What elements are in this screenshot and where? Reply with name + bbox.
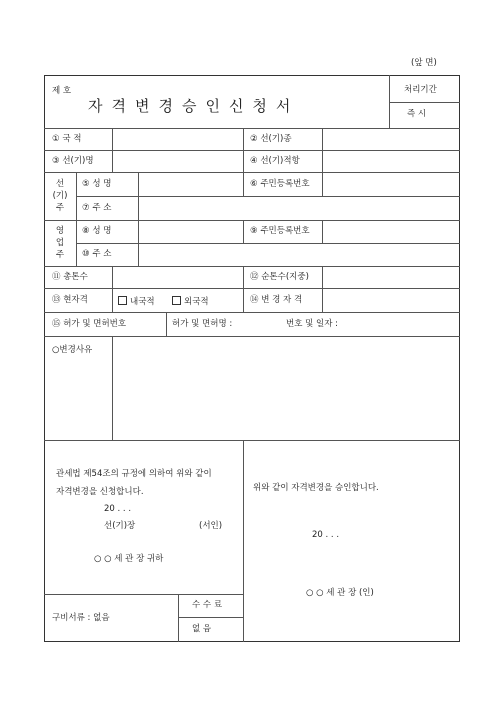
operator-name-label: ⑧ 성 명 <box>82 226 112 236</box>
vessel-type-label: ② 선(기)종 <box>250 134 292 144</box>
net-tonnage-label: ⑫ 순톤수(지중) <box>250 272 309 282</box>
owner-regno-label: ⑥ 주민등록번호 <box>250 179 310 189</box>
application-text-line2: 자격변경을 신청합니다. <box>56 487 144 497</box>
applicant-signer: 선(기)장 <box>104 521 136 531</box>
approval-text: 위와 같이 자격변경을 승인합니다. <box>253 483 379 493</box>
vessel-name-label: ③ 선(기)명 <box>52 156 94 166</box>
required-documents: 구비서류 : 없음 <box>52 613 110 623</box>
application-addressee: ○ ○ 세 관 장 귀하 <box>94 554 164 564</box>
option-domestic[interactable]: 내국적 <box>118 296 155 307</box>
change-reason-label: ○변경사유 <box>52 345 93 355</box>
license-number-label: ⑮ 허가 및 면허번호 <box>52 319 127 329</box>
current-status-label: ⑬ 현자격 <box>52 295 88 305</box>
fee-value: 없 음 <box>192 624 212 634</box>
operator-regno-label: ⑨ 주민등록번호 <box>250 226 310 236</box>
port-of-registry-label: ④ 선(기)적항 <box>250 156 300 166</box>
nationality-label: ① 국 적 <box>52 134 82 144</box>
owner-name-label: ⑤ 성 명 <box>82 179 112 189</box>
owner-group-label: 선 (기) 주 <box>52 179 68 213</box>
approval-date: 20 . . . <box>312 530 340 540</box>
owner-address-label: ⑦ 주 소 <box>82 203 112 213</box>
processing-period-label: 처리기간 <box>404 85 437 95</box>
gross-tonnage-label: ⑪ 총톤수 <box>52 272 88 282</box>
processing-period-value: 즉 시 <box>407 109 427 119</box>
foreign-checkbox[interactable] <box>172 296 181 305</box>
number-label: 제 호 <box>52 86 72 96</box>
applicant-seal: (서인) <box>199 521 223 531</box>
form-title: 자격변경승인신청서 <box>88 97 300 115</box>
operator-address-label: ⑩ 주 소 <box>82 249 112 259</box>
page-side-label: (앞 면) <box>411 58 437 68</box>
approval-signer: ○ ○ 세 관 장 (인) <box>306 588 374 598</box>
changed-status-label: ⑭ 변 경 자 격 <box>250 295 303 305</box>
application-date: 20 . . . <box>104 504 132 514</box>
license-date-label: 번호 및 일자 : <box>286 319 339 329</box>
option-foreign[interactable]: 외국적 <box>172 296 209 307</box>
domestic-checkbox[interactable] <box>118 296 127 305</box>
fee-label: 수 수 료 <box>192 600 223 610</box>
application-text-line1: 관세법 제54조의 규정에 의하여 위와 같이 <box>56 469 212 479</box>
license-name-label: 허가 및 면허명 : <box>172 319 233 329</box>
operator-group-label: 영 업 주 <box>55 226 65 260</box>
